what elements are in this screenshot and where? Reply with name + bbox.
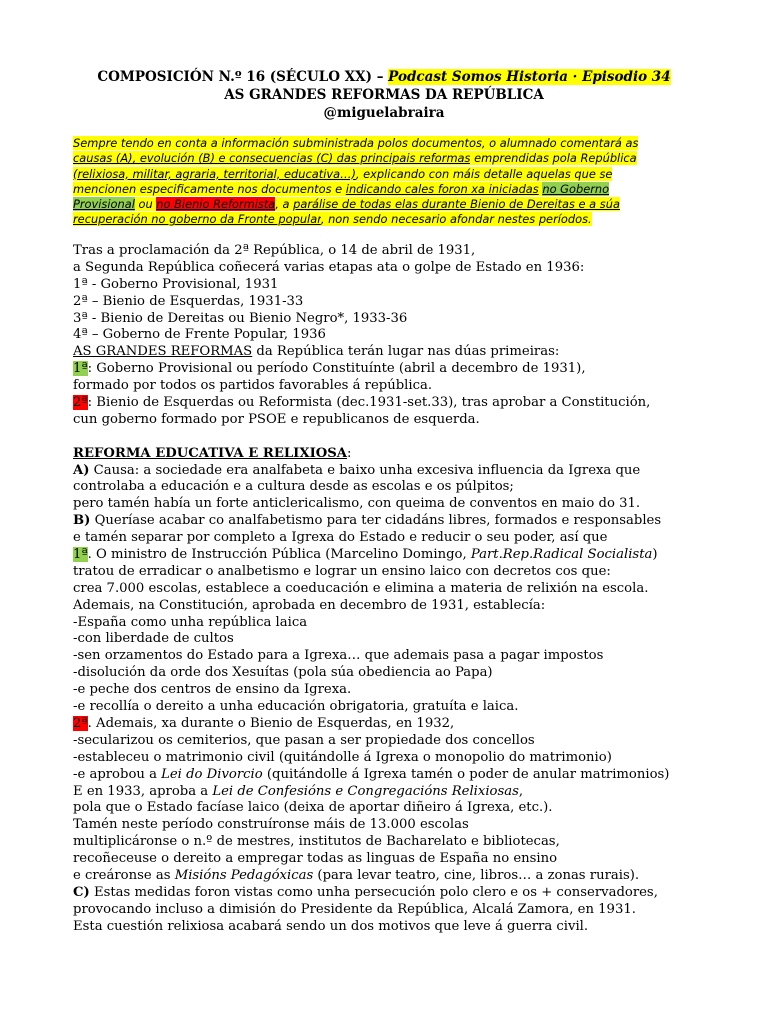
intro-line: Provisional ou no Bienio Reformista, a parálise de todas elas durante Bienio de Dereitas e a súa [73, 197, 620, 212]
body-line: controlaba a educación e a cultura desde as escolas e os púlpitos; [73, 479, 514, 495]
body-line: multiplicáronse o n.º de mestres, institutos de Bacharelato e bibliotecas, [73, 834, 560, 850]
body-line: cun goberno formado por PSOE e republicanos de esquerda. [73, 411, 480, 427]
body-line: e creáronse as Misións Pedagóxicas (para levar teatro, cine, libros… a zonas rurais). [73, 867, 640, 883]
body-line: provocando incluso a dimisión do Presidente da República, Alcalá Zamora, en 1931. [73, 901, 636, 917]
body-line: 1ª: Goberno Provisional ou período Constituínte (abril a decembro de 1931), [73, 361, 586, 377]
subtitle: AS GRANDES REFORMAS DA REPÚBLICA [224, 87, 544, 103]
list-item: -e peche dos centros de ensino da Igrexa. [73, 682, 352, 698]
body-line: e tamén separar por completo a Igrexa do Estado e reducir o seu poder, así que [73, 530, 608, 546]
body-line: Ademais, na Constitución, aprobada en decembro de 1931, establecía: [73, 597, 546, 613]
body-line: pero tamén había un forte anticlericalismo, con queima de conventos en maio do 31. [73, 496, 641, 512]
body-line: Tamén neste período construíronse máis de 13.000 escolas [73, 817, 469, 833]
title-text: COMPOSICIÓN N.º 16 (SÉCULO XX) – [97, 69, 389, 85]
body-line: 2ª – Bienio de Esquerdas, 1931-33 [73, 293, 304, 309]
author-handle: @miguelabraira [323, 105, 445, 121]
body-line: B) Queríase acabar co analfabetismo para ter cidadáns libres, formados e responsables [73, 513, 662, 529]
marker-second-stage: 2ª [73, 715, 88, 731]
body-line: 2ª. Ademais, xa durante o Bienio de Esquerdas, en 1932, [73, 715, 455, 731]
section-title: REFORMA EDUCATIVA E RELIXIOSA: [73, 445, 352, 461]
body-line: formado por todos os partidos favorables á república. [73, 378, 433, 394]
instructions-block [73, 136, 685, 228]
body-line: crea 7.000 escolas, establece a coeducación e elimina a materia de relixión na escola. [73, 580, 649, 596]
body-line: 2ª: Bienio de Esquerdas ou Reformista (dec.1931-set.33), tras aprobar a Constitución, [73, 395, 651, 411]
list-item: -e recollía o dereito a unha educación obrigatoria, gratuíta e laica. [73, 699, 519, 715]
body-line: 1ª - Goberno Provisional, 1931 [73, 276, 279, 292]
highlight-goberno-provisional: no Goberno [542, 181, 610, 196]
list-item: -disolución da orde dos Xesuítas (pola súa obediencia ao Papa) [73, 665, 493, 681]
title-line [0, 69, 768, 86]
intro-line: mencionen especificamente nos documentos e indicando cales foron xa iniciadas no Goberno [73, 181, 610, 196]
document-body [73, 243, 713, 936]
list-item: -e aprobou a Lei do Divorcio (quitándolle á Igrexa tamén o poder de anular matrimonios) [73, 766, 670, 782]
list-item: -estableceu o matrimonio civil (quitándolle á Igrexa o monopolio do matrimonio) [73, 749, 612, 765]
body-line: E en 1933, aproba a Lei de Confesións e Congregacións Relixiosas, [73, 783, 524, 799]
body-line: 1ª. O ministro de Instrucción Pública (Marcelino Domingo, Part.Rep.Radical Socialista) [73, 547, 658, 563]
intro-line: (relixiosa, militar, agraria, territorial, educativa…), explicando con máis detalle aquelas que se [73, 166, 613, 181]
body-line: AS GRANDES REFORMAS da República terán lugar nas dúas primeiras: [73, 344, 560, 360]
podcast-title: Podcast Somos Historia · Episodio 34 [388, 69, 671, 85]
list-item: -con liberdade de cultos [73, 631, 234, 647]
body-line: pola que o Estado facíase laico (deixa de aportar diñeiro á Igrexa, etc.). [73, 800, 553, 816]
body-line: Tras a proclamación da 2ª República, o 14 de abril de 1931, [73, 243, 476, 258]
list-item: -secularizou os cemiterios, que pasan a ser propiedade dos concellos [73, 732, 535, 748]
marker-second-stage: 2ª [73, 395, 88, 411]
list-item: -sen orzamentos do Estado para a Igrexa… que ademais pasa a pagar impostos [73, 648, 604, 664]
intro-line: recuperación no goberno da Fronte popular, non sendo necesario afondar nestes períodos. [73, 212, 592, 227]
list-item: -España como unha república laica [73, 614, 308, 630]
body-line: A) Causa: a sociedade era analfabeta e baixo unha excesiva influencia da Igrexa que [73, 462, 641, 478]
body-line: 4ª – Goberno de Frente Popular, 1936 [73, 327, 326, 343]
intro-line: causas (A), evolución (B) e consecuencias (C) das principais reformas emprendidas pola República [73, 151, 637, 166]
marker-first-stage: 1ª [73, 361, 88, 377]
body-line: recoñeceuse o dereito a empregar todas as linguas de España no ensino [73, 851, 558, 867]
marker-first-stage: 1ª [73, 547, 88, 563]
intro-line: Sempre tendo en conta a información subministrada polos documentos, o alumnado comentará as [73, 136, 639, 150]
body-line: tratou de erradicar o analbetismo e lograr un ensino laico con decretos cos que: [73, 563, 611, 579]
body-line: Esta cuestión relixiosa acabará sendo un dos motivos que leve á guerra civil. [73, 918, 589, 934]
body-line: a Segunda República coñecerá varias etapas ata o golpe de Estado en 1936: [73, 259, 585, 275]
body-line: 3ª - Bienio de Dereitas ou Bienio Negro*, 1933-36 [73, 310, 408, 326]
body-line: C) Estas medidas foron vistas como unha persecución polo clero e os + conservadores, [73, 884, 658, 900]
highlight-bienio-reformista: no Bienio Reformista [156, 197, 276, 212]
